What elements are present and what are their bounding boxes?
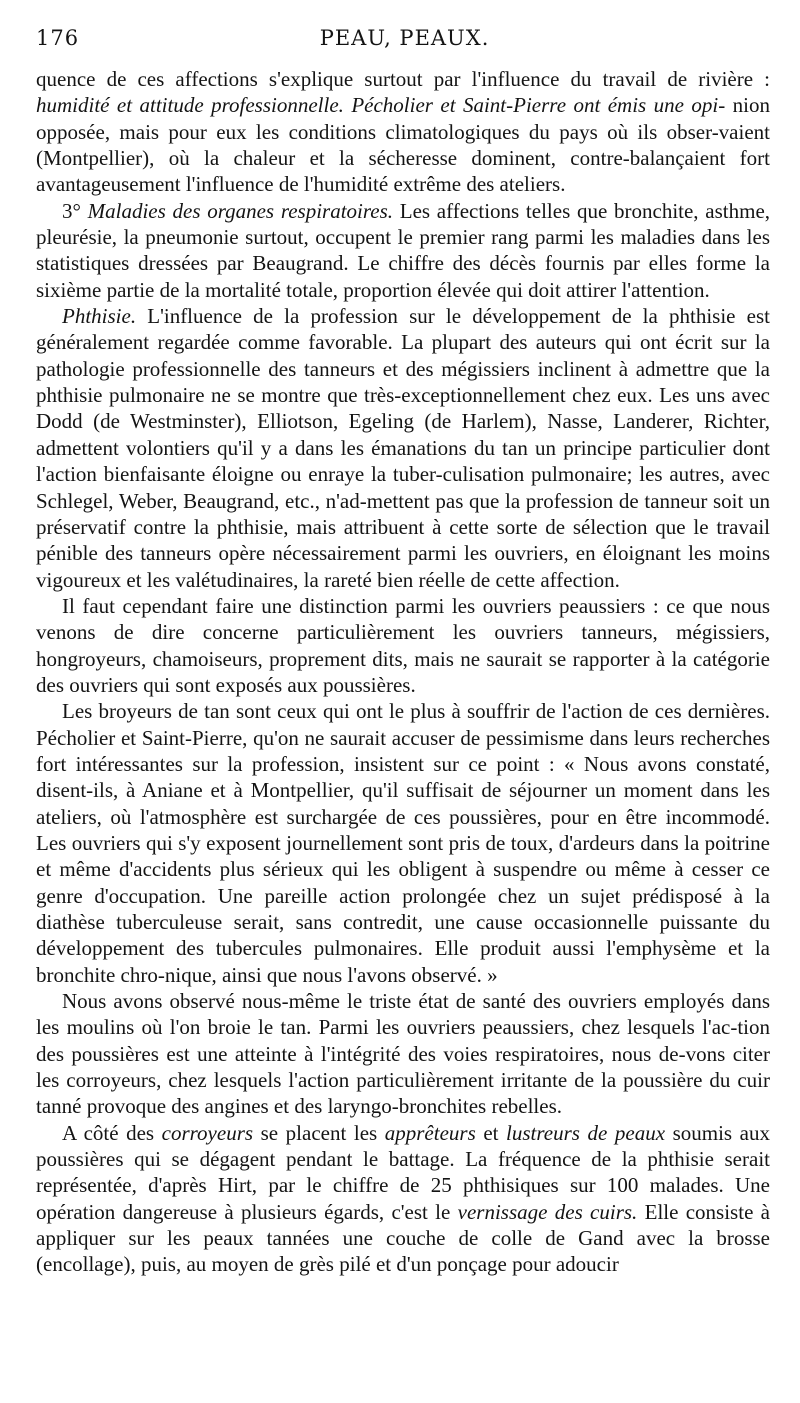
paragraph bbox=[36, 66, 770, 198]
text-run: et bbox=[475, 1120, 507, 1145]
paragraph bbox=[36, 698, 770, 988]
text-run: nion opposée, mais pour eux les conditions climatologiques du pays où ils obser-vaient (Montpellier), où la chaleur et la sécheresse dominent, contre-balançaient fort avantageusement l'influence de l'humidité extrême des ateliers. bbox=[36, 93, 770, 197]
text-run: quence de ces affections s'explique surtout par l'influence du travail de rivière : bbox=[36, 67, 770, 91]
body-text bbox=[36, 66, 770, 1278]
text-run: 3° bbox=[62, 198, 88, 223]
page-number: 176 bbox=[36, 26, 80, 50]
running-title: PEAU, PEAUX. bbox=[319, 26, 490, 50]
text-run: L'influence de la profession sur le développement de la phthisie est généralement regardée comme favorable. La plupart des auteurs qui ont écrit sur la pathologie professionnelle des tanneurs et des mégissiers inclinent à admettre que la phthisie pulmonaire ne se montre que très-exceptionnellement chez eux. Les uns avec Dodd (de Westminster), Elliotson, Egeling (de Harlem), Nasse, Landerer, Richter, admettent volontiers qu'il y a dans les émanations du tan un principe particulier dont l'action bienfaisante éloigne ou enraye la tuber-culisation pulmonaire; les autres, avec Schlegel, Weber, Beaugrand, etc., n'ad-mettent pas que la profession de tanneur soit un préservatif contre la phthisie, mais attribuent à cette sorte de sélection que le travail pénible des tanneurs opère nécessairement parmi les ouvriers, en éloignant les moins vigoureux et les valétudinaires, la rareté bien réelle de cette affection. bbox=[36, 304, 770, 592]
italic-run: humidité et attitude professionnelle. Pécholier et Saint-Pierre ont émis une opi- bbox=[36, 93, 726, 118]
text-run: Les broyeurs de tan sont ceux qui ont le plus à souffrir de l'action de ces dernières. Pécholier et Saint-Pierre, qu'on ne saurait accuser de pessimisme dans leurs recherches fort intéressantes sur la profession, insistent sur ce point : « Nous avons constaté, disent-ils, à Aniane et à Montpellier, qu'il suffisait de séjourner un moment dans les ateliers, où l'atmosphère est surchargée de ces poussières, pour en être incommodé. Les ouvriers qui s'y exposent journellement sont pris de toux, d'ardeurs dans la poitrine et même d'accidents plus sérieux qui les obligent à suspendre ou même à cesser ce genre d'occupation. Une pareille action prolongée chez un sujet prédisposé à la diathèse tuberculeuse serait, sans contredit, une cause occasionnelle puissante du développement des tubercules pulmonaires. Elle produit aussi l'emphysème et la bronchite chro-nique, ainsi que nous l'avons observé. » bbox=[36, 699, 770, 987]
paragraph bbox=[36, 1120, 770, 1278]
running-head bbox=[36, 26, 770, 66]
paragraph bbox=[36, 593, 770, 698]
paragraph bbox=[36, 988, 770, 1120]
text-run: soumis aux poussières qui se dégagent pendant le battage. La fréquence de la phthisie serait représentée, d'après Hirt, par le chiffre de 25 phthisiques sur 100 malades. Une opération dangereuse à plusieurs égards, c'est le bbox=[36, 1120, 770, 1224]
text-run: Elle consiste à appliquer sur les peaux tannées une couche de colle de Gand avec la brosse (encollage), puis, au moyen de grès pilé et d'un ponçage pour adoucir bbox=[36, 1199, 771, 1277]
italic-run: lustreurs de peaux bbox=[506, 1120, 666, 1145]
text-run: se placent les bbox=[253, 1120, 385, 1145]
text-run: Nous avons observé nous-même le triste état de santé des ouvriers employés dans les moulins où l'on broie le tan. Parmi les ouvriers peaussiers, chez lesquels l'ac-tion des poussières est une atteinte à l'intégrité des voies respiratoires, nous de-vons citer les corroyeurs, chez lesquels l'action particulièrement irritante de la poussière du cuir tanné provoque des angines et des laryngo-bronchites rebelles. bbox=[36, 989, 770, 1119]
text-run: A côté des bbox=[62, 1120, 162, 1145]
italic-run: corroyeurs bbox=[161, 1120, 254, 1145]
italic-run: Maladies des organes respiratoires. bbox=[87, 198, 394, 223]
paragraph bbox=[36, 303, 770, 593]
italic-run: vernissage des cuirs. bbox=[457, 1199, 638, 1224]
text-run: Les affections telles que bronchite, asthme, pleurésie, la pneumonie surtout, occupent le premier rang parmi les maladies dans les statistiques dressées par Beaugrand. Le chiffre des décès fournis par elles forme la sixième partie de la mortalité totale, proportion élevée qui doit attirer l'attention. bbox=[36, 198, 771, 302]
paragraph bbox=[36, 198, 770, 303]
italic-run: Phthisie. bbox=[62, 304, 137, 329]
italic-run: apprêteurs bbox=[384, 1120, 476, 1145]
text-run: Il faut cependant faire une distinction parmi les ouvriers peaussiers : ce que nous venons de dire concerne particulièrement les ouvriers tanneurs, mégissiers, hongroyeurs, chamoiseurs, proprement dits, mais ne saurait se rapporter à la catégorie des ouvriers qui sont exposés aux poussières. bbox=[36, 593, 770, 697]
